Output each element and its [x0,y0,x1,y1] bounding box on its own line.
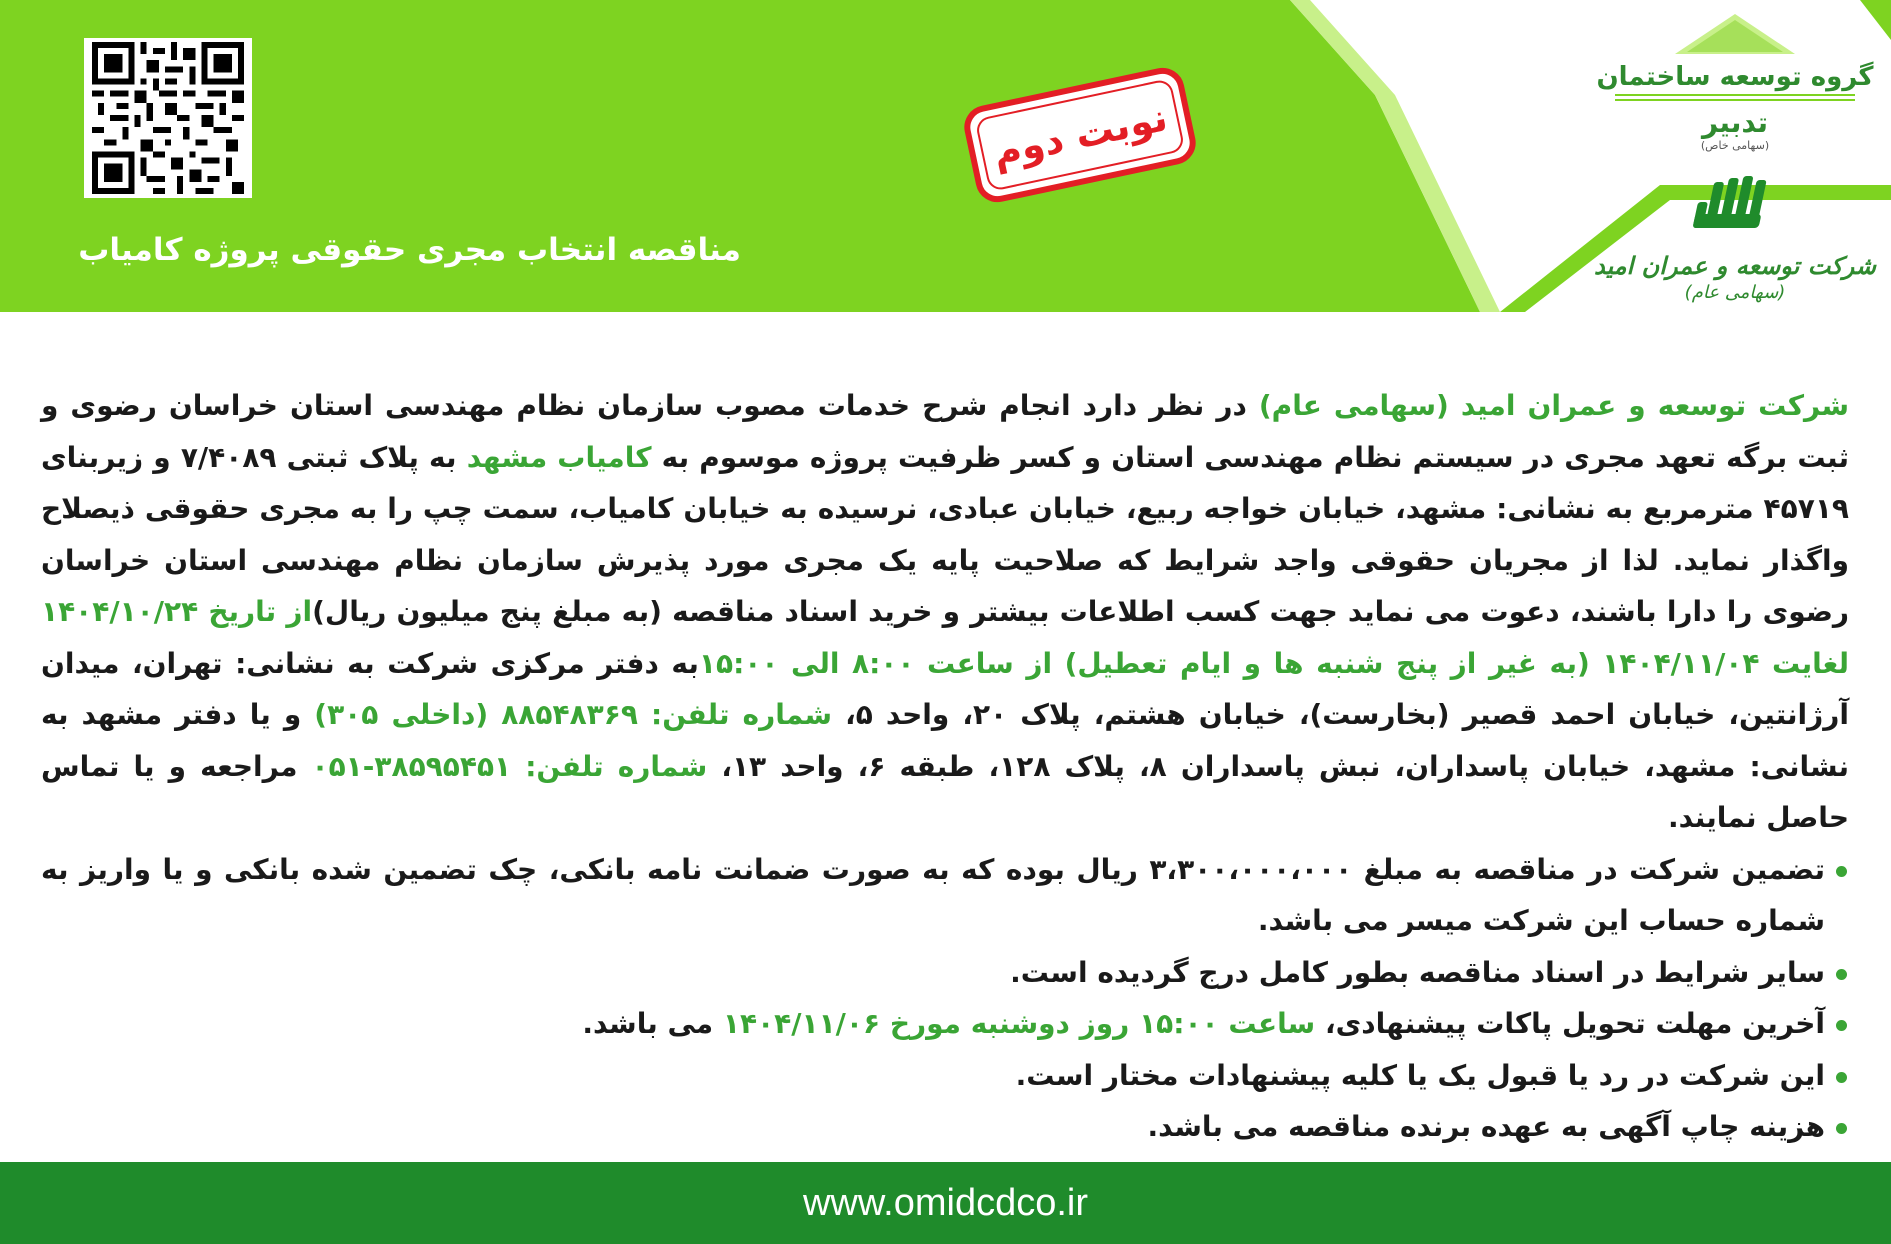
logo-rule-lines [1615,94,1855,102]
paragraph-text-3: به دفتر مرکزی شرکت به نشانی: تهران، میدان آرژانتین، خیابان احمد قصیر (بخارست)، خیابان هشتم، پلاک ۲۰، واحد ۵، [41,646,1849,731]
paragraph-text-5: مراجعه و یا تماس حاصل نمایند. [41,749,1849,834]
list-item [41,998,1849,1050]
stamp-text: نوبت دوم [988,95,1172,175]
list-item: هزینه چاپ آگهی به عهده برنده مناقصه می باشد. [41,1101,1849,1153]
tehran-phone-highlight: شماره تلفن: ۸۸۵۴۸۳۶۹ (داخلی ۳۰۵) [314,698,833,731]
deadline-text: آخرین مهلت تحویل پاکات پیشنهادی، [1315,1007,1825,1040]
project-highlight: کامیاب مشهد [466,440,652,474]
list-item: تضمین شرکت در مناقصه به مبلغ ۳،۳۰۰،۰۰۰،۰۰۰ ریال بوده که به صورت ضمانت نامه بانکی، چک تضمین شده بانکی و یا واریز به شماره حساب این شرکت میسر می باشد. [41,844,1849,947]
date-range-highlight: از تاریخ ۱۴۰۴/۱۰/۲۴ لغایت ۱۴۰۴/۱۱/۰۴ (به غیر از پنج شنبه ها و ایام تعطیل) از ساعت ۸:۰۰ الی ۱۵:۰۰ [41,595,1849,680]
list-item: این شرکت در رد یا قبول یک یا کلیه پیشنهادات مختار است. [41,1050,1849,1102]
tadbir-group-logo [1590,24,1880,154]
deadline-text-end: می باشد. [582,1007,723,1040]
omid-hand-icon [1690,174,1780,244]
paragraph-text-1: در نظر دارد انجام شرح خدمات مصوب سازمان نظام مهندسی استان خراسان رضوی و ثبت برگه تعهد مجری در سیستم نظام مهندسی استان و کسر ظرفیت پروژه موسوم به [41,389,1849,474]
qr-code-icon [88,42,248,194]
page-title: مناقصه انتخاب مجری حقوقی پروژه کامیاب [78,232,741,268]
group-name: گروه توسعه ساختمان [1596,62,1874,92]
list-item: سایر شرایط در اسناد مناقصه بطور کامل درج گردیده است. [41,947,1849,999]
company-sub: (سهامی عام) [1684,282,1786,303]
omid-company-logo [1590,168,1880,328]
deadline-highlight: ساعت ۱۵:۰۰ روز دوشنبه مورخ ۱۴۰۴/۱۱/۰۶ [722,1007,1316,1040]
notice-paragraph [41,380,1849,844]
group-brand: تدبیر [1701,106,1769,139]
qr-code [84,38,252,198]
mashhad-phone-highlight: شماره تلفن: ۳۸۵۹۵۴۵۱-۰۵۱ [311,749,708,783]
triangle-logo-icon [1675,14,1795,54]
company-name: شرکت توسعه و عمران امید [1593,252,1877,280]
footer-bar [0,1162,1891,1244]
group-sub: (سهامی خاص) [1700,139,1770,152]
paragraph-text-4: و یا دفتر مشهد به نشانی: مشهد، خیابان پاسداران، نبش پاسداران ۸، پلاک ۱۲۸، طبقه ۶، واحد ۱۳، [41,698,1849,783]
conditions-list [41,844,1849,1153]
notice-body [41,380,1849,1153]
paragraph-text-2: به پلاک ثبتی ۷/۴۰۸۹ و زیربنای ۴۵۷۱۹ مترمربع به نشانی: مشهد، خیابان خواجه ربیع، خیابان عبادی، نرسیده به خیابان کامیاب، سمت چپ را به مجری حقوقی ذیصلاح واگذار نماید. لذا از مجریان حقوقی واجد شرایط که صلاحیت پایه یک مجری مورد پذیرش سازمان نظام مهندسی استان خراسان رضوی را دارا باشند، دعوت می نماید جهت کسب اطلاعات بیشتر و خرید اسناد مناقصه (به مبلغ پنج میلیون ریال) [41,440,1849,628]
website-link[interactable]: www.omidcdco.ir [802,1181,1089,1224]
company-highlight: شرکت توسعه و عمران امید (سهامی عام) [1258,389,1849,422]
